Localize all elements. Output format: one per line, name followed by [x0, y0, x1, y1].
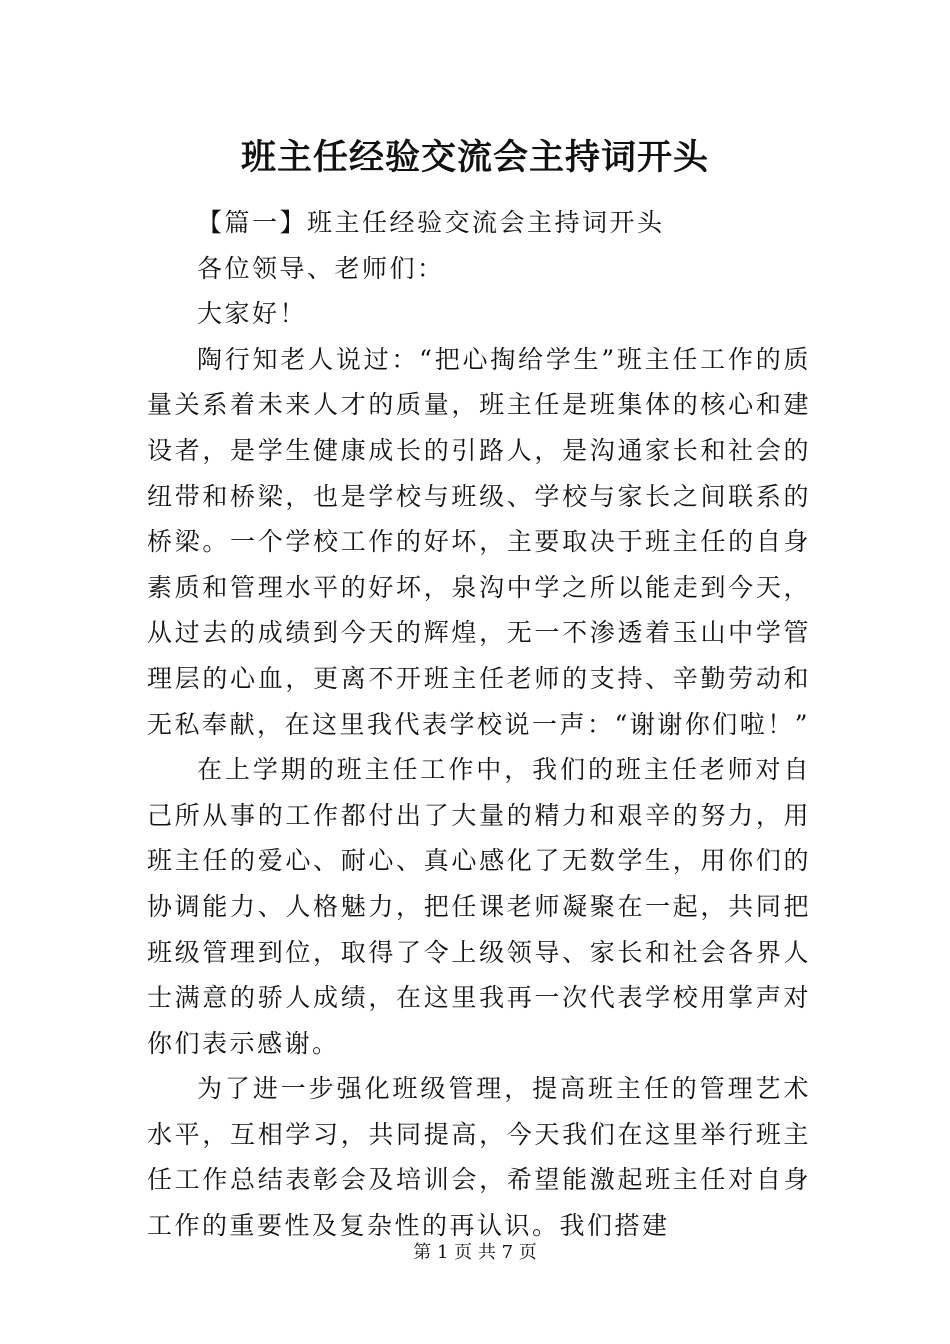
body-paragraph: 为了进一步强化班级管理，提高班主任的管理艺术水平，互相学习，共同提高，今天我们在这里举行班主任工作总结表彰会及培训会，希望能激起班主任对自身工作的重要性及复杂性的再认识。我们搭建 — [147, 1074, 811, 1241]
document-title: 班主任经验交流会主持词开头 — [240, 137, 709, 178]
salutation: 各位领导、老师们： — [197, 253, 445, 283]
body-paragraph: 在上学期的班主任工作中，我们的班主任老师对自己所从事的工作都付出了大量的精力和艰辛的努力，用班主任的爱心、耐心、真心感化了无数学生，用你们的协调能力、人格魅力，把任课老师凝聚在一起，共同把班级管理到位，取得了令上级领导、家长和社会各界人士满意的骄人成绩，在这里我再一次代表学校用掌声对你们表示感谢。 — [147, 755, 811, 1058]
greeting: 大家好！ — [197, 299, 308, 329]
page-footer: 第 1 页 共 7 页 — [413, 1242, 537, 1263]
section-heading: 【篇一】班主任经验交流会主持词开头 — [197, 208, 665, 237]
body-paragraph: 陶行知老人说过：“把心掏给学生”班主任工作的质量关系着未来人才的质量，班主任是班集体的核心和建设者，是学生健康成长的引路人，是沟通家长和社会的纽带和桥梁，也是学校与班级、学校与家长之间联系的桥梁。一个学校工作的好坏，主要取决于班主任的自身素质和管理水平的好坏，泉沟中学之所以能走到今天，从过去的成绩到今天的辉煌，无一不渗透着玉山中学管理层的心血，更离不开班主任老师的支持、辛勤劳动和无私奉献，在这里我代表学校说一声：“谢谢你们啦！” — [147, 344, 811, 739]
document-body — [147, 200, 811, 1249]
